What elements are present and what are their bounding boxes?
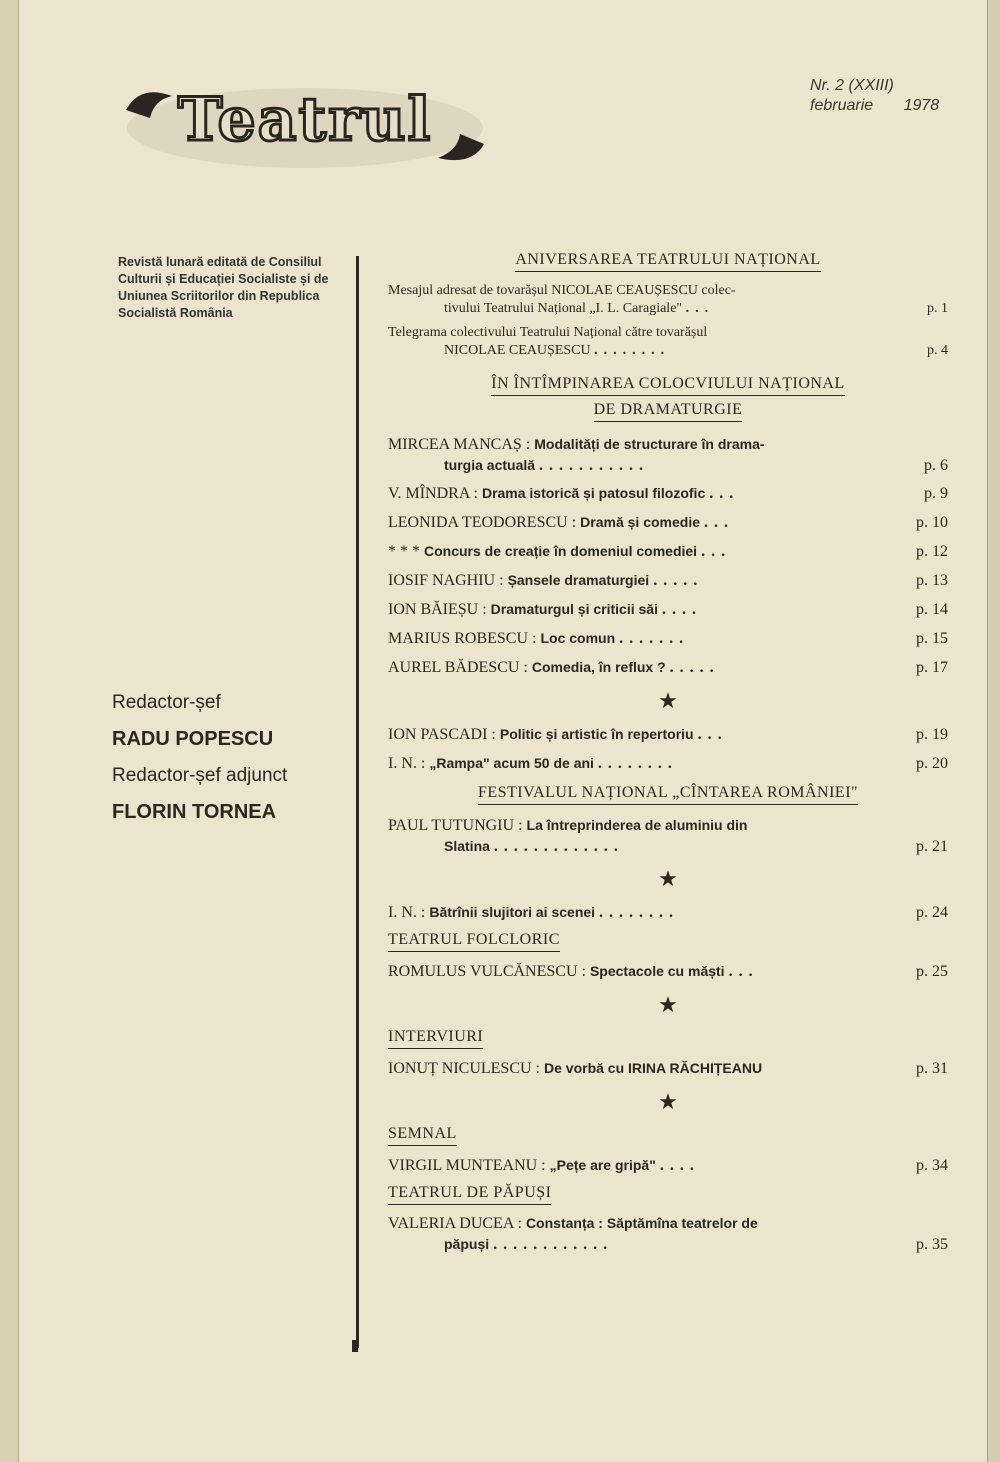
entry-title: turgia actuală <box>444 457 536 473</box>
masthead-title: Teatrul <box>177 85 433 155</box>
entry-author: V. MÎNDRA : <box>388 485 478 502</box>
entry-title: Dramă și comedie <box>580 514 700 530</box>
page-number: p. 13 <box>916 572 948 589</box>
toc-entry[interactable]: ION BĂIEȘU : Dramaturgul și criticii săi .... p. 14 <box>388 598 948 621</box>
page-number: p. 31 <box>916 1060 948 1077</box>
editor-name: RADU POPESCU <box>112 728 274 750</box>
page-edge-left <box>0 0 19 1462</box>
issue-month: februarie <box>810 97 874 114</box>
entry-title: Șansele dramaturgiei <box>507 572 650 588</box>
entry-author: ION PASCADI : <box>388 726 496 743</box>
publisher-text: Revistă lunară editată de Consiliul Culturii și Educației Socialiste și de Uniunea Scriitorilor din Republica Socialistă România <box>118 255 329 320</box>
page-number: p. 1 <box>927 301 948 316</box>
toc-entry[interactable]: LEONIDA TEODORESCU : Dramă și comedie ... p. 10 <box>388 511 948 534</box>
deputy-name: FLORIN TORNEA <box>112 801 277 823</box>
page-number: p. 20 <box>916 755 948 772</box>
entry-text: Mesajul adresat de tovarășul NICOLAE CEAUȘESCU colec- <box>388 283 736 298</box>
entry-author: ROMULUS VULCĂNESCU : <box>388 963 586 980</box>
entry-author: AUREL BĂDESCU : <box>388 659 528 676</box>
entry-title: Comedia, în reflux ? <box>531 659 666 675</box>
divider-end-mark <box>352 1340 358 1352</box>
toc-entry[interactable]: PAUL TUTUNGIU : La întreprinderea de aluminiu din Slatina ............. p. 21 <box>388 817 948 855</box>
page-number: p. 24 <box>916 904 948 921</box>
issue-info <box>810 76 939 116</box>
section-heading: SEMNAL <box>388 1124 457 1146</box>
entry-text: tivului Teatrului Național „I. L. Caragiale" <box>444 301 683 316</box>
entry-title: Constanța : Săptămîna teatrelor de <box>525 1215 758 1231</box>
entry-title: Bătrînii slujitori ai scenei <box>429 904 596 920</box>
entry-author: IONUȚ NICULESCU : <box>388 1060 540 1077</box>
entry-title: Drama istorică și patosul filozofic <box>481 485 706 501</box>
entry-author: * * * <box>388 543 420 560</box>
page-edge-right <box>987 0 1000 1462</box>
page-number: p. 19 <box>916 726 948 743</box>
page-number: p. 10 <box>916 514 948 531</box>
page-number: p. 35 <box>916 1236 948 1253</box>
toc-entry[interactable]: VIRGIL MUNTEANU : „Pețe are gripă" .... p. 34 <box>388 1154 948 1177</box>
toc-entry[interactable]: MIRCEA MANCAȘ : Modalități de structurare în drama- turgia actuală ........... p. 6 <box>388 436 948 474</box>
entry-author: PAUL TUTUNGIU : <box>388 817 523 834</box>
star-separator: ★ <box>658 992 678 1017</box>
entry-title: Modalități de structurare în drama- <box>534 436 765 452</box>
toc-entry[interactable]: MARIUS ROBESCU : Loc comun ....... p. 15 <box>388 627 948 650</box>
toc-entry[interactable]: Telegrama colectivului Teatrului Național către tovarășul NICOLAE CEAUȘESCU ........ p. 4 <box>388 325 948 358</box>
entry-author: ION BĂIEȘU : <box>388 601 487 618</box>
entry-title: Concurs de creație în domeniul comediei <box>424 543 698 559</box>
toc-entry[interactable]: VALERIA DUCEA : Constanța : Săptămîna teatrelor de păpuși ............ p. 35 <box>388 1215 948 1253</box>
star-separator: ★ <box>658 1089 678 1114</box>
star-separator: ★ <box>658 866 678 891</box>
entry-title: Loc comun <box>540 630 616 646</box>
entry-author: IOSIF NAGHIU : <box>388 572 504 589</box>
entry-title: Politic și artistic în repertoriu <box>499 726 694 742</box>
entry-author: VALERIA DUCEA : <box>388 1215 522 1232</box>
page-number: p. 12 <box>916 543 948 560</box>
toc-entry[interactable]: ION PASCADI : Politic și artistic în repertoriu ... p. 19 <box>388 723 948 746</box>
entry-title: păpuși <box>444 1236 490 1252</box>
star-separator: ★ <box>658 688 678 713</box>
toc-entry[interactable]: AUREL BĂDESCU : Comedia, în reflux ? ..... p. 17 <box>388 656 948 679</box>
table-of-contents <box>388 250 948 1261</box>
editor-role: Redactor-șef <box>112 692 221 713</box>
entry-author: I. N. : <box>388 755 426 772</box>
page-number: p. 14 <box>916 601 948 618</box>
page-number: p. 34 <box>916 1157 948 1174</box>
toc-entry[interactable]: I. N. : Bătrînii slujitori ai scenei ........ p. 24 <box>388 901 948 924</box>
entry-text: Telegrama colectivului Teatrului Național către tovarășul <box>388 325 708 340</box>
entry-title: Slatina <box>444 838 490 854</box>
toc-entry[interactable]: ROMULUS VULCĂNESCU : Spectacole cu măști ... p. 25 <box>388 960 948 983</box>
column-divider <box>356 256 359 1348</box>
section-heading: INTERVIURI <box>388 1027 483 1049</box>
entry-author: MIRCEA MANCAȘ : <box>388 436 531 453</box>
entry-author: LEONIDA TEODORESCU : <box>388 514 577 531</box>
entry-author: MARIUS ROBESCU : <box>388 630 537 647</box>
section-heading: DE DRAMATURGIE <box>594 400 743 422</box>
toc-entry[interactable]: I. N. : „Rampa" acum 50 de ani ........ p. 20 <box>388 752 948 775</box>
toc-entry[interactable]: V. MÎNDRA : Drama istorică și patosul filozofic ... p. 9 <box>388 482 948 505</box>
section-heading: ANIVERSAREA TEATRULUI NAȚIONAL <box>515 250 820 272</box>
issue-number: Nr. 2 (XXIII) <box>810 77 894 94</box>
deputy-role: Redactor-șef adjunct <box>112 765 288 786</box>
page-number: p. 15 <box>916 630 948 647</box>
entry-title: „Pețe are gripă" <box>549 1157 656 1173</box>
entry-title: La întreprinderea de aluminiu din <box>526 817 748 833</box>
section-heading: TEATRUL FOLCLORIC <box>388 930 560 952</box>
section-heading: ÎN ÎNTÎMPINAREA COLOCVIULUI NAȚIONAL <box>491 374 845 396</box>
toc-entry[interactable]: * * * Concurs de creație în domeniul comediei ... p. 12 <box>388 540 948 563</box>
masthead-logo <box>120 70 490 170</box>
publisher-block <box>118 254 343 322</box>
toc-entry[interactable]: Mesajul adresat de tovarășul NICOLAE CEAUȘESCU colec- tivului Teatrului Național „I. L. Caragiale" ... p. 1 <box>388 283 948 316</box>
toc-entry[interactable] <box>388 1057 948 1080</box>
page-number: p. 9 <box>924 485 948 502</box>
entry-text: NICOLAE CEAUȘESCU <box>444 343 591 358</box>
section-heading: FESTIVALUL NAȚIONAL „CÎNTAREA ROMÂNIEI" <box>478 783 858 805</box>
entry-author: VIRGIL MUNTEANU : <box>388 1157 546 1174</box>
page-number: p. 6 <box>924 457 948 474</box>
entry-author: I. N. : <box>388 904 426 921</box>
page-number: p. 4 <box>927 343 948 358</box>
toc-entry[interactable]: IOSIF NAGHIU : Șansele dramaturgiei ..... p. 13 <box>388 569 948 592</box>
entry-title: „Rampa" acum 50 de ani <box>429 755 594 771</box>
section-heading: TEATRUL DE PĂPUȘI <box>388 1183 551 1205</box>
page-number: p. 25 <box>916 963 948 980</box>
page-number: p. 17 <box>916 659 948 676</box>
entry-title: Spectacole cu măști <box>589 963 725 979</box>
page-number: p. 21 <box>916 838 948 855</box>
editors-block <box>112 692 352 838</box>
entry-title: Dramaturgul și criticii săi <box>490 601 658 617</box>
entry-title: De vorbă cu IRINA RĂCHIȚEANU <box>544 1060 763 1076</box>
issue-year: 1978 <box>903 97 940 114</box>
